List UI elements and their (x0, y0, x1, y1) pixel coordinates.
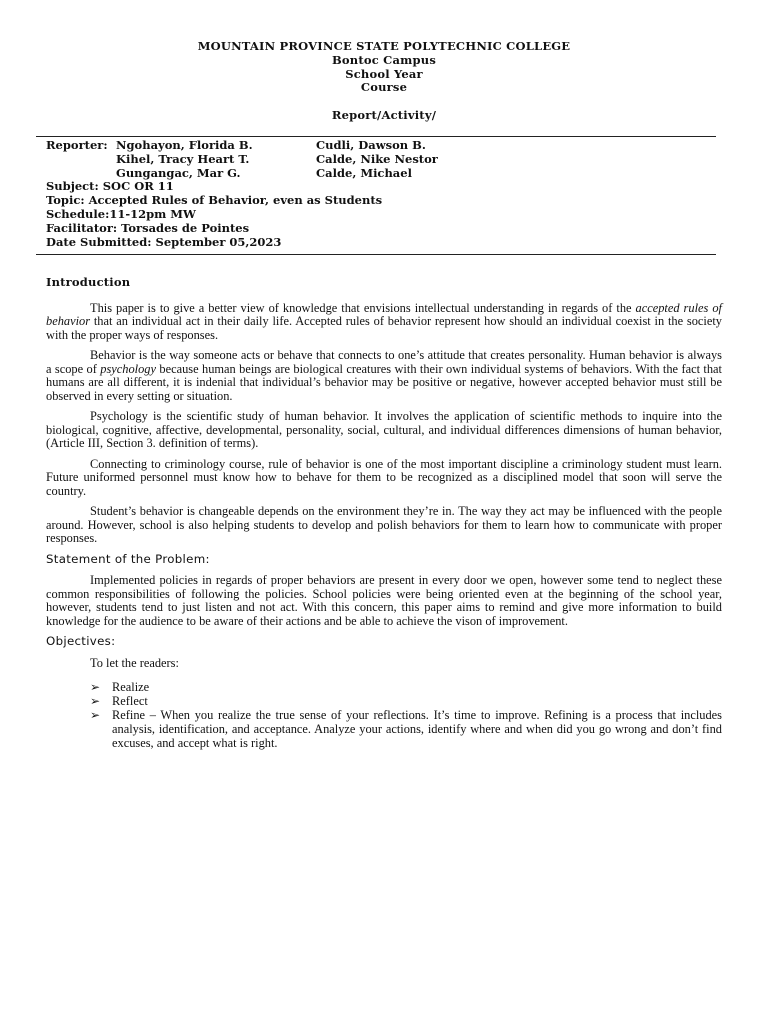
problem-heading: Statement of the Problem: (46, 551, 210, 566)
objectives-heading: Objectives: (46, 634, 116, 648)
school-year: School Year (345, 66, 423, 81)
objectives-lead: To let the readers: (90, 655, 179, 670)
bottom-divider (36, 254, 716, 255)
subject-line: Subject: SOC OR 11 (46, 179, 174, 194)
reporter-name: Gungangac, Mar G. (116, 165, 241, 180)
intro-paragraph: Student’s behavior is changeable depends on the environment they’re in. The way they act may be influenced with the people around. However, school is also helping students to develop and polish behaviors for them to learn how to communicate with proper responses. (46, 504, 722, 545)
reporter-name: Calde, Michael (316, 165, 412, 180)
top-divider (36, 136, 716, 137)
intro-paragraph: This paper is to give a better view of knowledge that envisions intellectual understanding in regards of the accepted rules of behavior that an individual act in their daily life. Accepted rules of behavior represent how should an individual coexist in the society with the proper ways of responses. (46, 300, 722, 342)
reporter-row (46, 167, 716, 181)
introduction-heading: Introduction (46, 275, 131, 289)
reporter-row (46, 139, 716, 153)
problem-paragraph: Implemented policies in regards of proper behaviors are present in every door we open, however some tend to neglect these common responsibilities of following the policies. School policies were being oriented even at the beginning of the school year, however, students tend to just listen and not act. With this concern, this paper aims to remind and give more information to build knowledge for the audience to be aware of their actions and be able to achieve the vison of improvement. (46, 573, 722, 628)
intro-paragraph: Connecting to criminology course, rule of behavior is one of the most important discipline a criminology student must learn. Future uniformed personnel must know how to behave for them to be recognized as a disciplined model that soon will serve the country. (46, 456, 722, 498)
document-body (46, 276, 722, 750)
college-name: MOUNTAIN PROVINCE STATE POLYTECHNIC COLLEGE (197, 39, 571, 53)
topic-line: Topic: Accepted Rules of Behavior, even as Students (46, 193, 383, 208)
reporter-name: Calde, Nike Nestor (316, 151, 438, 166)
reporter-row (46, 153, 716, 167)
report-info (46, 139, 716, 249)
reporter-label: Reporter: (46, 138, 108, 152)
schedule-line: Schedule:11-12pm MW (46, 206, 196, 221)
arrow-bullet-icon: ➢ (90, 680, 101, 694)
intro-paragraph: Psychology is the scientific study of human behavior. It involves the application of scientific methods to inquire into the biological, cognitive, affective, developmental, personality, social, cultural, and individual differences dimensions of human behavior, (Article III, Section 3. definition of terms). (46, 409, 722, 450)
campus-name: Bontoc Campus (332, 52, 436, 67)
list-item: ➢ Realize (90, 680, 150, 694)
facilitator-line: Facilitator: Torsades de Pointes (46, 220, 250, 235)
intro-paragraph: Behavior is the way someone acts or behave that connects to one’s attitude that creates personality. Human behavior is always a scope of psychology because human beings are biological creatures with their own individual systems of behaviors. With the fact that humans are all different, it is indenial that individual’s behavior may be positive or negative, however accepted behavior must still be observed in every setting or situation. (46, 348, 723, 403)
list-item: ➢ Reflect (90, 694, 148, 708)
reporter-name: Kihel, Tracy Heart T. (116, 151, 250, 166)
objectives-list (90, 680, 722, 750)
list-item: ➢ Refine – When you realize the true sense of your reflections. It’s time to improve. Refining is a process that includes analysis, identification, and acceptance. Analyze your actions, identify where and when did you go wrong and don’t find excuses, and accept what is right. (90, 708, 722, 750)
document-header (0, 40, 768, 123)
course: Course (360, 80, 408, 95)
reporter-name: Ngohayon, Florida B. (116, 138, 253, 152)
report-title: Report/Activity/ (331, 108, 437, 123)
arrow-bullet-icon: ➢ (90, 708, 101, 722)
date-submitted-line: Date Submitted: September 05,2023 (46, 234, 282, 249)
reporter-name: Cudli, Dawson B. (316, 138, 426, 152)
arrow-bullet-icon: ➢ (90, 694, 101, 708)
